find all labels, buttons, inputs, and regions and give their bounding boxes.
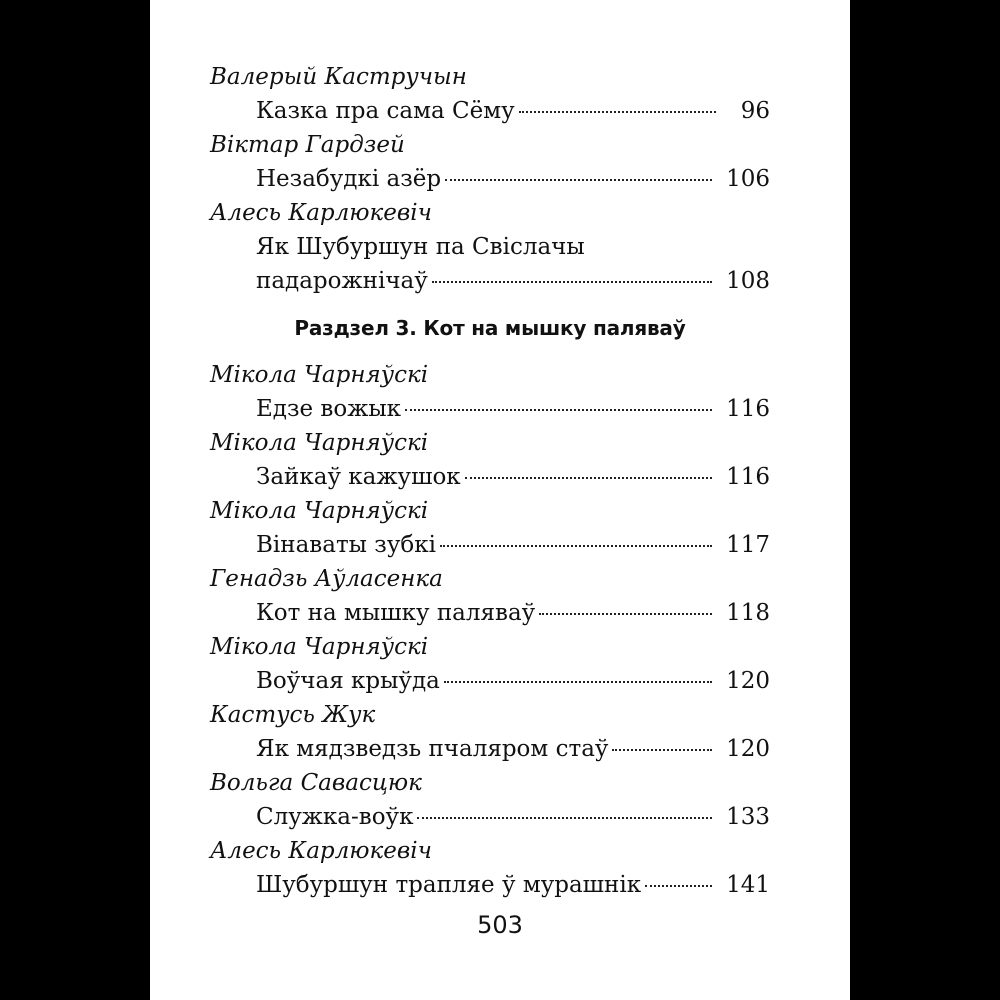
toc-author: Мікола Чарняўскі (210, 430, 429, 456)
toc-entry-line (256, 460, 770, 494)
page-number: 503 (477, 911, 523, 939)
section-heading: Раздзел 3. Кот на мышку паляваў (294, 316, 686, 340)
toc-page-number: 133 (726, 804, 770, 830)
toc-entry-title: Казка пра сама Сёму (256, 98, 515, 124)
toc-entry[interactable] (256, 800, 770, 834)
toc-entry-line (256, 800, 770, 834)
table-of-contents (210, 60, 770, 902)
toc-entry-title: Як мядзведзь пчаляром стаў (256, 736, 609, 762)
toc-page-number: 117 (726, 532, 770, 558)
toc-author: Алесь Карлюкевіч (210, 200, 432, 226)
toc-author: Генадзь Аўласенка (210, 566, 443, 592)
toc-entry-title: Шубуршун трапляе ў мурашнік (256, 872, 642, 898)
toc-entry[interactable] (256, 868, 770, 902)
toc-page-number: 106 (726, 166, 770, 192)
toc-entry[interactable] (256, 230, 770, 298)
book-page (150, 0, 850, 1000)
toc-entry[interactable] (256, 94, 770, 128)
dot-leader (645, 885, 712, 887)
toc-page-number: 120 (726, 736, 770, 762)
toc-entry-line (256, 868, 770, 902)
dot-leader (539, 613, 712, 615)
dot-leader (612, 749, 712, 751)
toc-author: Кастусь Жук (210, 702, 376, 728)
toc-author: Валерый Кастручын (210, 64, 467, 90)
toc-entry[interactable] (256, 596, 770, 630)
toc-entry-title: Кот на мышку паляваў (256, 600, 536, 626)
dot-leader (444, 681, 712, 683)
toc-entry-line (256, 596, 770, 630)
dot-leader (445, 179, 712, 181)
toc-author: Мікола Чарняўскі (210, 634, 429, 660)
toc-author: Алесь Карлюкевіч (210, 838, 432, 864)
dot-leader (417, 817, 712, 819)
toc-entry[interactable] (256, 162, 770, 196)
toc-entry-line (256, 264, 770, 298)
toc-entry[interactable] (256, 460, 770, 494)
toc-entry-title: Зайкаў кажушок (256, 464, 461, 490)
dot-leader (432, 281, 712, 283)
toc-author: Мікола Чарняўскі (210, 498, 429, 524)
toc-entry-title: Незабудкі азёр (256, 166, 442, 192)
toc-group-before-section (210, 60, 770, 298)
dot-leader (440, 545, 712, 547)
toc-page-number: 116 (726, 464, 770, 490)
toc-page-number: 118 (726, 600, 770, 626)
toc-page-number: 116 (726, 396, 770, 422)
toc-entry-title: падарожнічаў (256, 268, 428, 294)
toc-entry-line (256, 230, 770, 264)
dot-leader (405, 409, 712, 411)
toc-entry-line (256, 664, 770, 698)
toc-entry-title: Служка-воўк (256, 804, 414, 830)
toc-entry-line (256, 162, 770, 196)
toc-entry-line (256, 528, 770, 562)
toc-entry[interactable] (256, 732, 770, 766)
toc-entry-title: Воўчая крыўда (256, 668, 440, 694)
toc-entry-line (256, 392, 770, 426)
toc-author: Вольга Савасцюк (210, 770, 422, 796)
toc-author: Віктар Гардзей (210, 132, 405, 158)
toc-entry-line (256, 732, 770, 766)
toc-page-number: 141 (726, 872, 770, 898)
toc-author: Мікола Чарняўскі (210, 362, 429, 388)
toc-entry-title: Як Шубуршун па Свіслачы (256, 234, 585, 260)
dot-leader (465, 477, 712, 479)
toc-entry-title: Вінаваты зубкі (256, 532, 436, 558)
toc-entry-title: Едзе вожык (256, 396, 402, 422)
toc-entry[interactable] (256, 528, 770, 562)
toc-entry[interactable] (256, 392, 770, 426)
toc-page-number: 108 (726, 268, 770, 294)
dot-leader (519, 111, 716, 113)
toc-page-number: 120 (726, 668, 770, 694)
toc-entry[interactable] (256, 664, 770, 698)
toc-group-after-section (210, 358, 770, 902)
toc-page-number: 96 (740, 98, 770, 124)
toc-entry-line (256, 94, 770, 128)
